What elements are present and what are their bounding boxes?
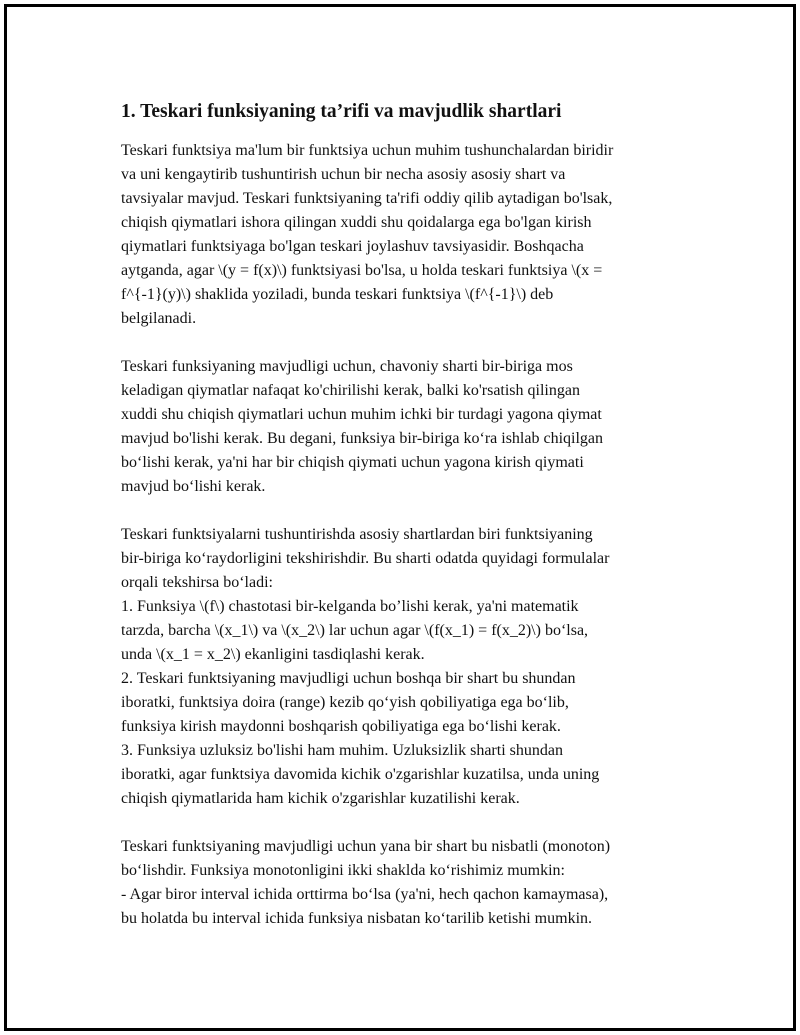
list-item-line: chiqish qiymatlarida ham kichik o'zgarishlar kuzatilishi kerak.: [121, 790, 520, 807]
list-item-line: bu holatda bu interval ichida funksiya nisbatan ko‘tarilib ketishi mumkin.: [121, 910, 593, 927]
text-line: mavjud bo‘lishi kerak.: [121, 478, 266, 495]
paragraph-definition: [121, 139, 701, 331]
text-line: xuddi shu chiqish qiymatlari uchun muhim ichki bir turdagi yagona qiymat: [121, 406, 602, 423]
text-line: bo‘lishi kerak, ya'ni har bir chiqish qiymati uchun yagona kirish qiymati: [121, 454, 584, 471]
list-item-line: - Agar biror interval ichida orttirma bo‘lsa (ya'ni, hech qachon kamaymasa),: [121, 886, 609, 903]
text-line: belgilanadi.: [121, 310, 197, 327]
text-line: f^{-1}(y)\) shaklida yoziladi, bunda teskari funktsiya \(f^{-1}\) deb: [121, 286, 554, 303]
text-line: Teskari funktsiya ma'lum bir funktsiya uchun muhim tushunchalardan biridir: [121, 142, 614, 159]
paragraph-conditions-list: [121, 523, 701, 811]
text-line: chiqish qiymatlari ishora qilingan xuddi shu qoidalarga ega bo'lgan kirish: [121, 214, 592, 231]
list-item-line: funksiya kirish maydonni boshqarish qobiliyatiga ega bo‘lishi kerak.: [121, 718, 561, 735]
text-line: Teskari funktsiyaning mavjudligi uchun yana bir shart bu nisbatli (monoton): [121, 838, 611, 855]
list-item-line: unda \(x_1 = x_2\) ekanligini tasdiqlashi kerak.: [121, 646, 425, 663]
text-line: aytganda, agar \(y = f(x)\) funktsiyasi bo'lsa, u holda teskari funktsiya \(x =: [121, 262, 603, 279]
text-line: bo‘lishdir. Funksiya monotonligini ikki shaklda ko‘rishimiz mumkin:: [121, 862, 565, 879]
list-item-line: tarzda, barcha \(x_1\) va \(x_2\) lar uchun agar \(f(x_1) = f(x_2)\) bo‘lsa,: [121, 622, 589, 639]
list-item-line: iboratki, agar funktsiya davomida kichik o'zgarishlar kuzatilsa, unda uning: [121, 766, 600, 783]
page-frame: [4, 4, 796, 1031]
text-line: Teskari funktsiyalarni tushuntirishda asosiy shartlardan biri funktsiyaning: [121, 526, 593, 543]
text-line: mavjud bo'lishi kerak. Bu degani, funksiya bir-biriga ko‘ra ishlab chiqilgan: [121, 430, 604, 447]
text-line: keladigan qiymatlar nafaqat ko'chirilishi kerak, balki ko'rsatish qilingan: [121, 382, 580, 399]
list-item-line: 2. Teskari funktsiyaning mavjudligi uchun boshqa bir shart bu shundan: [121, 670, 576, 687]
list-item-line: 1. Funksiya \(f\) chastotasi bir-kelganda bo’lishi kerak, ya'ni matematik: [121, 598, 579, 615]
list-item-line: iboratki, funktsiya doira (range) kezib qo‘yish qobiliyatiga ega bo‘lib,: [121, 694, 569, 711]
paragraph-existence: [121, 355, 701, 499]
text-line: orqali tekshirsa bo‘ladi:: [121, 574, 273, 591]
text-line: qiymatlari funktsiyaga bo'lgan teskari joylashuv tavsiyasidir. Boshqacha: [121, 238, 584, 255]
document-content: [121, 99, 701, 955]
text-line: bir-biriga ko‘raydorligini tekshirishdir. Bu sharti odatda quyidagi formulalar: [121, 550, 610, 567]
text-line: Teskari funksiyaning mavjudligi uchun, chavoniy sharti bir-biriga mos: [121, 358, 573, 375]
section-heading: 1. Teskari funksiyaning ta’rifi va mavjudlik shartlari: [121, 101, 562, 122]
paragraph-monotonic: [121, 835, 701, 931]
text-line: tavsiyalar mavjud. Teskari funktsiyaning ta'rifi oddiy qilib aytadigan bo'lsak,: [121, 190, 613, 207]
text-line: va uni kengaytirib tushuntirish uchun bir necha asosiy asosiy shart va: [121, 166, 566, 183]
list-item-line: 3. Funksiya uzluksiz bo'lishi ham muhim. Uzluksizlik sharti shundan: [121, 742, 563, 759]
